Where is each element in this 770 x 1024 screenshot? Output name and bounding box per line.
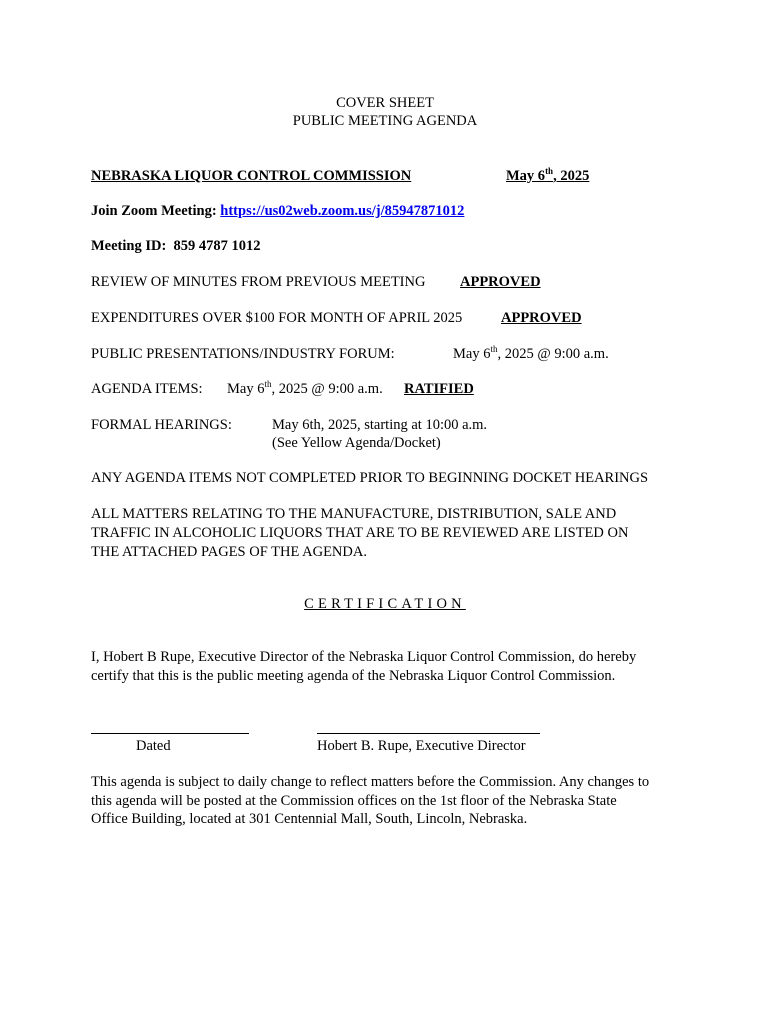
meeting-date-year: , 2025 [553,168,590,184]
zoom-label: Join Zoom Meeting: [91,203,217,219]
public-forum-date-suffix: th [490,344,498,355]
matters-line-1: ALL MATTERS RELATING TO THE MANUFACTURE, DISTRIBUTION, SALE AND [91,506,617,522]
commission-name: NEBRASKA LIQUOR CONTROL COMMISSION [91,168,412,184]
footer-line-1: This agenda is subject to daily change to reflect matters before the Commission. Any changes to [91,774,650,790]
meeting-id-label: Meeting ID: [91,238,167,254]
agenda-items-status: RATIFIED [404,381,474,397]
formal-hearings-note: (See Yellow Agenda/Docket) [272,435,441,451]
public-forum-date [453,345,609,363]
zoom-link[interactable]: https://us02web.zoom.us/j/85947871012 [220,203,465,219]
certification-title: CERTIFICATION [304,596,466,612]
certification-line-2: certify that this is the public meeting agenda of the Nebraska Liquor Control Commission. [91,668,616,684]
agenda-items-date-time: , 2025 @ 9:00 a.m. [271,381,383,397]
meeting-date [506,167,589,185]
signer-label: Hobert B. Rupe, Executive Director [317,738,526,754]
meeting-id-value: 859 4787 1012 [173,238,261,254]
agenda-items-label: AGENDA ITEMS: [91,381,203,397]
certification-line-1: I, Hobert B Rupe, Executive Director of the Nebraska Liquor Control Commission, do hereby [91,649,637,665]
matters-line-2: TRAFFIC IN ALCOHOLIC LIQUORS THAT ARE TO BE REVIEWED ARE LISTED ON [91,525,629,541]
agenda-items-date [227,380,383,398]
expenditures-label: EXPENDITURES OVER $100 FOR MONTH OF APRIL 2025 [91,310,463,326]
meeting-id-row [91,237,261,255]
matters-line-3: THE ATTACHED PAGES OF THE AGENDA. [91,544,367,560]
dated-label: Dated [136,738,171,754]
public-forum-date-time: , 2025 @ 9:00 a.m. [497,346,609,362]
header-cover-sheet: COVER SHEET [336,95,434,111]
public-forum-label: PUBLIC PRESENTATIONS/INDUSTRY FORUM: [91,346,395,362]
director-signature-line [317,733,540,734]
minutes-label: REVIEW OF MINUTES FROM PREVIOUS MEETING [91,274,426,290]
header-public-meeting-agenda: PUBLIC MEETING AGENDA [292,113,478,129]
zoom-row [91,202,464,220]
footer-line-3: Office Building, located at 301 Centennial Mall, South, Lincoln, Nebraska. [91,811,528,827]
agenda-items-date-day: May 6 [227,381,265,397]
meeting-date-day: May 6 [506,168,546,184]
expenditures-status: APPROVED [501,310,582,326]
public-forum-date-day: May 6 [453,346,491,362]
minutes-status: APPROVED [460,274,541,290]
dated-signature-line [91,733,249,734]
certification-title-wrap [0,595,770,613]
formal-hearings-date: May 6th, 2025, starting at 10:00 a.m. [272,417,488,433]
footer-line-2: this agenda will be posted at the Commission offices on the 1st floor of the Nebraska State [91,793,617,809]
notice-incomplete-items: ANY AGENDA ITEMS NOT COMPLETED PRIOR TO BEGINNING DOCKET HEARINGS [91,470,649,486]
formal-hearings-label: FORMAL HEARINGS: [91,417,232,433]
meeting-date-suffix: th [545,166,554,177]
agenda-items-date-suffix: th [264,379,272,390]
